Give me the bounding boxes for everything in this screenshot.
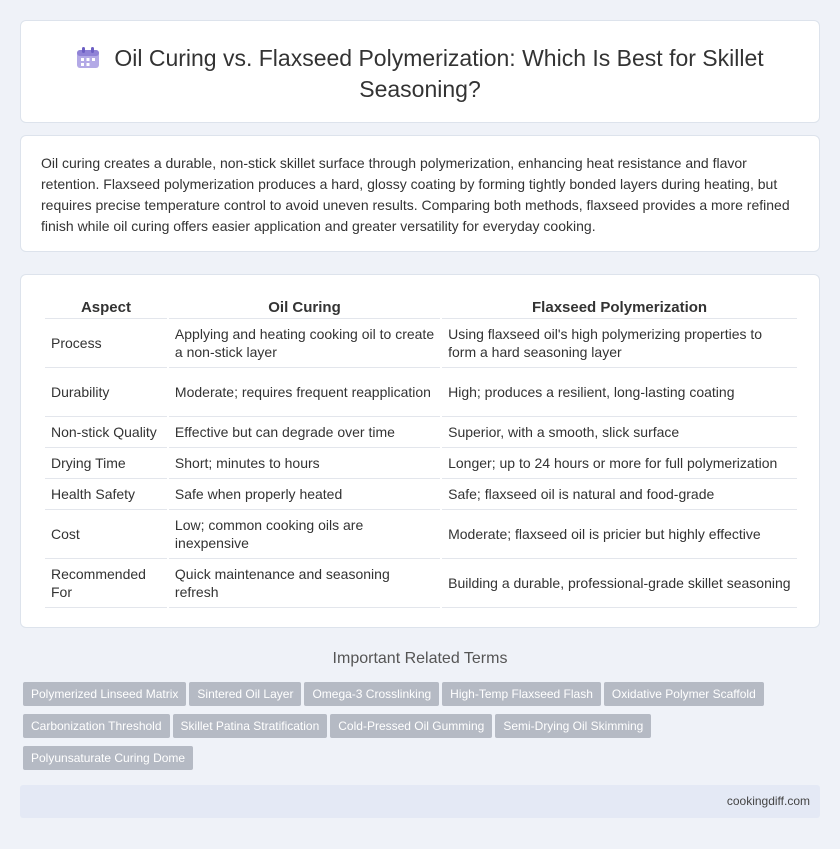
header-aspect: Aspect [45,295,167,319]
related-terms-list [23,682,823,778]
related-term-tag[interactable]: Omega-3 Crosslinking [304,682,439,706]
table-header-row [45,295,797,319]
aspect-cell: Non-stick Quality [45,417,167,448]
footer [20,785,820,818]
oil-curing-cell: Short; minutes to hours [169,448,440,479]
oil-curing-cell: Safe when properly heated [169,479,440,510]
aspect-cell: Durability [45,368,167,417]
oil-curing-cell: Applying and heating cooking oil to create a non-stick layer [169,319,440,368]
flaxseed-cell: Safe; flaxseed oil is natural and food-grade [442,479,797,510]
aspect-cell: Health Safety [45,479,167,510]
header-oil-curing: Oil Curing [169,295,440,319]
aspect-cell: Drying Time [45,448,167,479]
summary-card [20,135,820,252]
related-term-tag[interactable]: Carbonization Threshold [23,714,170,738]
related-term-tag[interactable]: Skillet Patina Stratification [173,714,328,738]
page-title [51,43,789,105]
aspect-cell: Recommended For [45,559,167,608]
related-term-tag[interactable]: High-Temp Flaxseed Flash [442,682,601,706]
aspect-cell: Process [45,319,167,368]
oil-curing-cell: Effective but can degrade over time [169,417,440,448]
flaxseed-cell: Using flaxseed oil's high polymerizing properties to form a hard seasoning layer [442,319,797,368]
flaxseed-cell: Building a durable, professional-grade skillet seasoning [442,559,797,608]
table-row [45,559,797,608]
table-row [45,448,797,479]
related-term-tag[interactable]: Polymerized Linseed Matrix [23,682,186,706]
oil-curing-cell: Low; common cooking oils are inexpensive [169,510,440,559]
table-row [45,479,797,510]
calendar-icon [76,47,100,69]
title-card [20,20,820,123]
flaxseed-cell: Moderate; flaxseed oil is pricier but highly effective [442,510,797,559]
table-row [45,417,797,448]
summary-text: Oil curing creates a durable, non-stick skillet surface through polymerization, enhancing heat resistance and flavor retention. Flaxseed polymerization produces a hard, glossy coating by forming tightly bonded layers during heating, but requires precise temperature control to avoid uneven results. Comparing both methods, flaxseed provides a more refined finish while oil curing offers easier application and greater versatility for everyday cooking. [41,155,790,234]
page-title-text: Oil Curing vs. Flaxseed Polymerization: Which Is Best for Skillet Seasoning? [114,45,764,102]
table-row [45,319,797,368]
related-terms-heading: Important Related Terms [332,650,508,667]
related-term-tag[interactable]: Cold-Pressed Oil Gumming [330,714,492,738]
related-term-tag[interactable]: Sintered Oil Layer [189,682,301,706]
comparison-table [43,295,799,608]
table-row [45,510,797,559]
header-flaxseed: Flaxseed Polymerization [442,295,797,319]
comparison-card [20,274,820,628]
related-term-tag[interactable]: Polyunsaturate Curing Dome [23,746,193,770]
related-term-tag[interactable]: Semi-Drying Oil Skimming [495,714,651,738]
table-row [45,368,797,417]
oil-curing-cell: Moderate; requires frequent reapplication [169,368,440,417]
related-term-tag[interactable]: Oxidative Polymer Scaffold [604,682,764,706]
flaxseed-cell: Longer; up to 24 hours or more for full polymerization [442,448,797,479]
oil-curing-cell: Quick maintenance and seasoning refresh [169,559,440,608]
footer-site-link[interactable]: cookingdiff.com [726,794,810,808]
flaxseed-cell: Superior, with a smooth, slick surface [442,417,797,448]
flaxseed-cell: High; produces a resilient, long-lasting coating [442,368,797,417]
aspect-cell: Cost [45,510,167,559]
